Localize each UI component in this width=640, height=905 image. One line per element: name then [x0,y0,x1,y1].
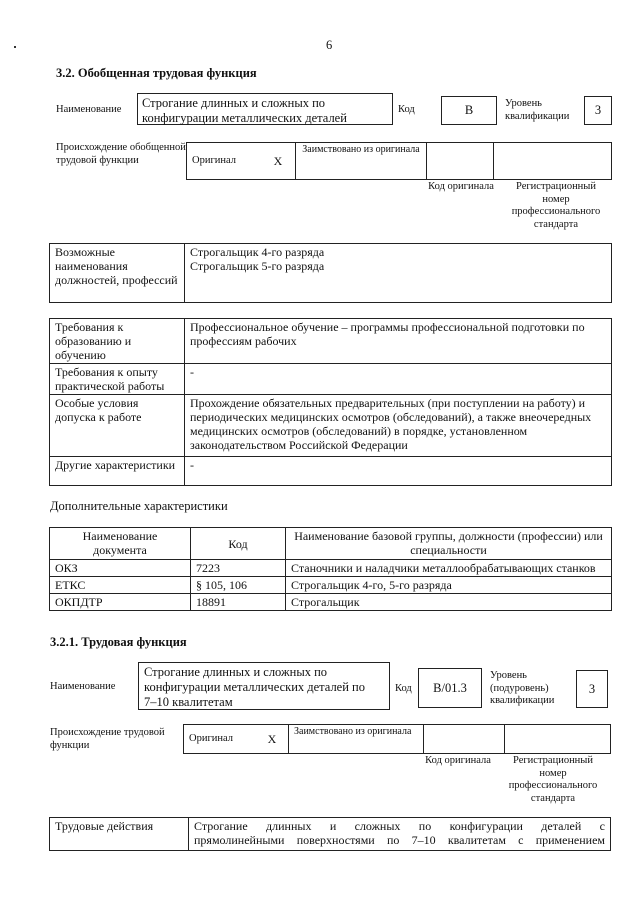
tf-level-label-line3: квалификации [490,695,555,706]
experience-value: - [185,364,612,395]
borrowed-label: Заимствовано из оригинала [296,143,427,180]
tf-name-label: Наименование [50,681,116,692]
table-row-doc: ОКЗ [50,560,191,577]
tf-level-label [490,670,554,708]
page-number: 6 [326,38,333,52]
code-label: Код [398,104,415,115]
section-heading-3-2-1: 3.2.1. Трудовая функция [50,635,187,649]
scan-dot [14,46,16,48]
actions-label: Трудовые действия [50,818,189,851]
tf-original-label: Оригинал [184,725,257,754]
table-row-code: § 105, 106 [191,577,286,594]
table-row-doc: ОКПДТР [50,594,191,611]
table-row-name: Строгальщик 4-го, 5-го разряда [286,577,612,594]
tf-code-label: Код [395,683,412,694]
section-heading-3-2: 3.2. Обобщенная трудовая функция [56,66,257,80]
tf-name-line1: Строгание длинных и сложных по [144,665,328,679]
tf-name-line2: конфигурации металлических деталей по [144,680,365,694]
origin-label: Происхождение обобщенной трудовой функции [56,142,186,166]
code-original-label: Код оригинала [428,181,494,192]
table-row-code: 7223 [191,560,286,577]
table-row-name: Строгальщик [286,594,612,611]
table-row-name: Станочники и наладчики металлообрабатывающих станков [286,560,612,577]
tf-name-box [138,662,390,710]
positions-value [185,244,612,303]
tf-reg-number-label: Регистрационный номер профессионального стандарта [508,755,598,804]
actions-line2: прямолинейными поверхностями по 7–10 квалитетам с применением [194,833,605,847]
level-label-line1: Уровень [505,98,542,109]
tf-original-mark: X [256,725,289,754]
tf-origin-label: Происхождение трудовой функции [50,727,165,751]
level-label-line2: квалификации [505,110,570,122]
education-label: Требования к образованию и обучению [50,319,185,364]
original-label: Оригинал [187,143,262,180]
positions-label: Возможные наименования должностей, профессий [50,244,185,303]
experience-label: Требования к опыту практической работы [50,364,185,395]
tf-code: B/01.3 [418,668,482,708]
tf-origin-table [183,724,611,754]
positions-table [49,243,612,303]
actions-value [189,818,611,851]
other-label: Другие характеристики [50,457,185,486]
reg-number-label: Регистрационный номер профессионального стандарта [511,181,601,230]
position-2: Строгальщик 5-го разряда [190,259,325,273]
table-row-code: 18891 [191,594,286,611]
otf-name-box [137,93,393,125]
position-1: Строгальщик 4-го разряда [190,245,325,259]
tf-code-original-label: Код оригинала [425,755,491,766]
tf-level: 3 [576,670,608,708]
otf-name-line2: конфигурации металлических деталей [142,111,347,125]
admission-value: Прохождение обязательных предварительных (при поступлении на работу) и периодических медицинских осмотров (обследований), а также внеочередных медицинских осмотров (обследований) в порядке, установленном законодательством Российской Федерации [185,395,612,457]
table-row-doc: ЕТКС [50,577,191,594]
otf-level: 3 [584,96,612,125]
tf-level-label-line1: Уровень [490,670,527,681]
tf-level-label-line2: (подуровень) [490,682,549,694]
tf-borrowed-label: Заимствовано из оригинала [289,725,424,754]
otf-code: B [441,96,497,125]
col-name-header: Наименование базовой группы, должности (профессии) или специальности [286,528,612,560]
actions-table [49,817,611,851]
level-label [505,98,569,123]
requirements-table [49,318,612,486]
origin-table [186,142,612,180]
actions-line1: Строгание длинных и сложных по конфигурации деталей с [194,819,605,833]
col-code-header: Код [191,528,286,560]
original-mark: X [261,143,296,180]
admission-label: Особые условия допуска к работе [50,395,185,457]
name-label: Наименование [56,104,122,115]
education-value: Профессиональное обучение – программы профессиональной подготовки по профессиям рабочих [185,319,612,364]
col-doc-header: Наименование документа [50,528,191,560]
otf-name-line1: Строгание длинных и сложных по [142,96,326,110]
other-value: - [185,457,612,486]
additional-table [49,527,612,611]
tf-name-line3: 7–10 квалитетам [144,695,233,709]
additional-heading: Дополнительные характеристики [50,499,228,513]
